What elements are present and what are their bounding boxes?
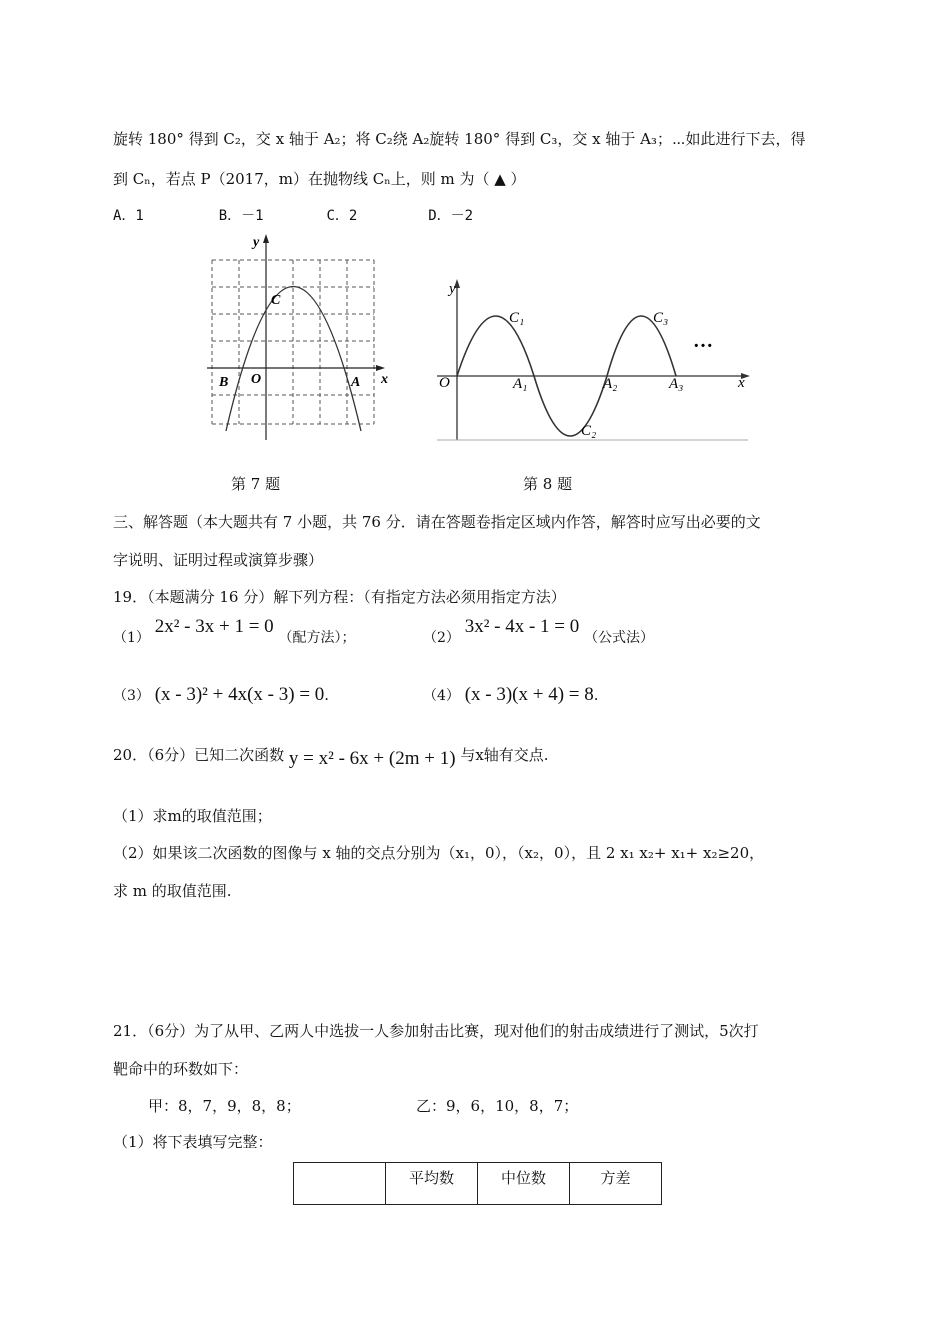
fig7-b-label: B (219, 375, 229, 390)
fig8-caption: 第 8 题 (523, 475, 573, 493)
q19-part3: （3） (x - 3)² + 4x(x - 3) = 0. (113, 684, 330, 705)
q20-part1: （1）求m的取值范围； (113, 807, 272, 825)
fig8-a3-label: A₃ (669, 376, 684, 392)
fig7-x-label: x (381, 372, 388, 387)
section3-line2: 字说明、证明过程或演算步骤） (113, 551, 324, 569)
section3-line1: 三、解答题（本大题共有 7 小题，共 76 分．请在答题卷指定区域内作答，解答时应写出必要的文 (113, 513, 761, 531)
table-row (294, 1163, 662, 1205)
q19-eq3: (x - 3)² + 4x(x - 3) = 0 (154, 684, 325, 705)
fig7-caption: 第 7 题 (231, 475, 281, 493)
fig8-a1-label: A₁ (513, 376, 528, 392)
q8-line2: 到 Cₙ，若点 P（2017，m）在抛物线 Cₙ上，则 m 为（ ▲ ） (113, 170, 526, 188)
q20-eq: y = x² - 6x + (2m + 1) (288, 748, 456, 769)
q21-yi-scores: 乙：9，6，10，8，7； (416, 1097, 579, 1115)
figure-7-parabola (205, 232, 395, 442)
fig7-a-label: A (351, 375, 361, 390)
q21-table (293, 1162, 662, 1205)
q19-part4: （4） (x - 3)(x + 4) = 8. (423, 684, 599, 705)
table-header-mean: 平均数 (386, 1163, 478, 1205)
fig7-c-label: C (271, 293, 281, 308)
q19-eq1: 2x² - 3x + 1 = 0 (154, 616, 274, 637)
q19-part2: （2） 3x² - 4x - 1 = 0 （公式法） (423, 616, 655, 646)
option-b: B．－1 (218, 208, 264, 224)
fig8-a2-label: A₂ (603, 376, 618, 392)
fig8-o-label: O (439, 375, 450, 391)
q20-stem: 20．（6分）已知二次函数 y = x² - 6x + (2m + 1) 与x轴有交点. (113, 746, 549, 769)
option-d: D．－2 (428, 208, 474, 224)
fig8-x-label: x (738, 375, 745, 391)
figure-8-curves (433, 275, 753, 447)
fig7-y-label: y (253, 235, 260, 250)
fig7-o-label: O (251, 372, 262, 387)
option-a: A．1 (113, 208, 144, 224)
q8-options (113, 205, 473, 225)
q19-eq4: (x - 3)(x + 4) = 8 (464, 684, 594, 705)
fig8-c1-label: C₁ (509, 310, 525, 326)
fig8-y-label: y (449, 281, 456, 297)
q19-eq2: 3x² - 4x - 1 = 0 (464, 616, 580, 637)
table-header-median: 中位数 (478, 1163, 570, 1205)
q20-part2b: 求 m 的取值范围. (113, 882, 232, 900)
q19-part1: （1） 2x² - 3x + 1 = 0 （配方法）； (113, 616, 356, 646)
q20-part2: （2）如果该二次函数的图像与 x 轴的交点分别为（x₁，0），（x₂，0），且 2 x₁ x₂+ x₁+ x₂≥20， (113, 844, 765, 862)
q21-jia-scores: 甲：8，7，9，8，8； (148, 1097, 301, 1115)
q19-title: 19．（本题满分 16 分）解下列方程：（有指定方法必须用指定方法） (113, 588, 566, 606)
fig8-ellipsis: … (693, 330, 713, 352)
table-header-variance: 方差 (570, 1163, 662, 1205)
q8-line1: 旋转 180° 得到 C₂，交 x 轴于 A₂；将 C₂绕 A₂旋转 180° 得到 C₃，交 x 轴于 A₃；⋯如此进行下去，得 (113, 130, 806, 148)
fig8-c2-label: C₂ (581, 423, 597, 439)
q21-line2: 靶命中的环数如下： (113, 1060, 249, 1078)
q21-part1: （1）将下表填写完整： (113, 1133, 273, 1151)
q21-line1: 21．（6分）为了从甲、乙两人中选拔一人参加射击比赛，现对他们的射击成绩进行了测试，5次打 (113, 1022, 759, 1040)
option-c: C．2 (326, 208, 358, 224)
fig8-c3-label: C₃ (653, 310, 669, 326)
table-header-empty (294, 1163, 386, 1205)
